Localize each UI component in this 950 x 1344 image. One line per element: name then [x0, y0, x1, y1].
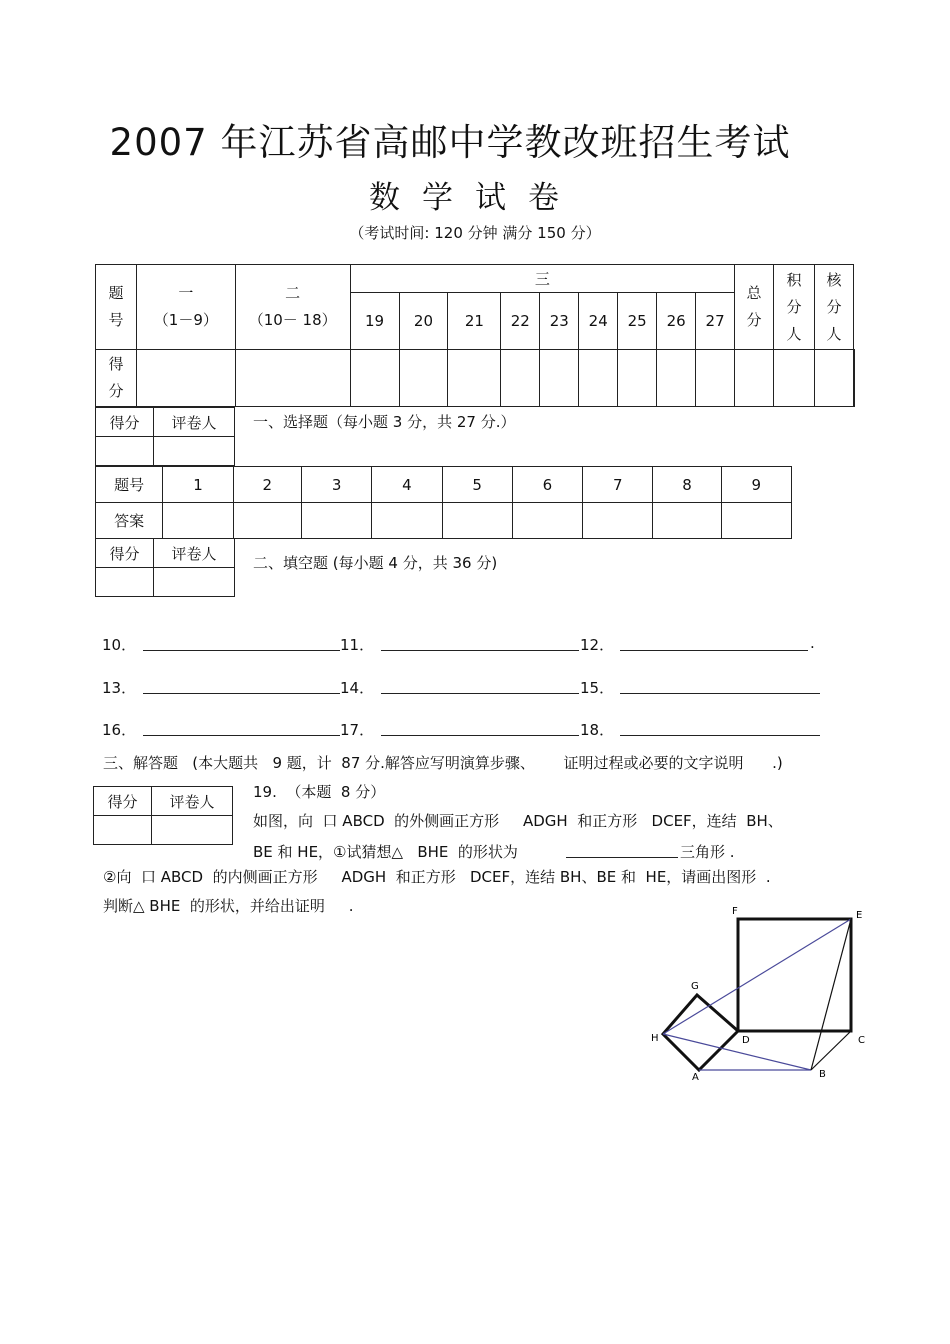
- q-number: 23: [540, 293, 579, 350]
- score-cell[interactable]: [540, 350, 579, 407]
- q-number: 22: [501, 293, 540, 350]
- grader-name-label: 评卷人: [152, 787, 233, 816]
- fill-blank[interactable]: [381, 721, 579, 736]
- blank-label: 14．: [340, 679, 375, 697]
- segment-be: [811, 919, 851, 1070]
- choice-answer-cell[interactable]: [233, 503, 301, 539]
- col-label: 题 号: [96, 265, 137, 350]
- choice-answer-cell[interactable]: [583, 503, 653, 539]
- grader-name-cell[interactable]: [154, 568, 235, 597]
- part2-header: 二 （10－ 18）: [235, 265, 350, 350]
- section2-heading: 二、填空题 (每小题 4 分，共 36 分): [253, 554, 498, 572]
- grader-name-label: 评卷人: [154, 408, 235, 437]
- score-cell[interactable]: [501, 350, 540, 407]
- score-cell[interactable]: [136, 350, 235, 407]
- point-label-d: D: [742, 1035, 750, 1046]
- score-table: [95, 264, 855, 407]
- grader-box-3: [93, 786, 233, 845]
- blank-label: 10．: [102, 636, 137, 654]
- q-number: 19: [350, 293, 399, 350]
- q-number: 26: [657, 293, 696, 350]
- fill-blank[interactable]: [143, 679, 340, 694]
- choice-answer-cell[interactable]: [301, 503, 371, 539]
- blank-label: 13．: [102, 679, 137, 697]
- choice-answer-cell[interactable]: [653, 503, 721, 539]
- point-label-g: G: [691, 981, 699, 992]
- grader-score-cell[interactable]: [96, 568, 154, 597]
- fill-blank[interactable]: [620, 636, 808, 651]
- total-header: 总 分: [735, 265, 774, 350]
- score-cell[interactable]: [735, 350, 774, 407]
- choice-answer-cell[interactable]: [442, 503, 512, 539]
- exam-subtitle: 数学试卷: [369, 180, 581, 216]
- point-label-f: F: [732, 906, 738, 917]
- blank-label: 12．: [580, 636, 615, 654]
- checker-header: 核 分 人: [814, 265, 853, 350]
- score-cell[interactable]: [814, 350, 853, 407]
- grader-score-label: 得分: [96, 408, 154, 437]
- q19-line3: ②向 口 ABCD 的内侧画正方形 ADGH 和正方形 DCEF，连结 BH、BE 和 HE，请画出图形 .: [103, 868, 771, 886]
- grader-score-label: 得分: [96, 539, 154, 568]
- point-label-c: C: [858, 1035, 865, 1046]
- q19-blank[interactable]: [566, 843, 678, 858]
- blank-label: 15．: [580, 679, 615, 697]
- square-dcef: [738, 919, 851, 1031]
- grader-box-1: [95, 407, 235, 466]
- q19-line1: 如图，向 口 ABCD 的外侧画正方形 ADGH 和正方形 DCEF，连结 BH、: [253, 812, 783, 830]
- score-cell[interactable]: [448, 350, 501, 407]
- score-cell[interactable]: [696, 350, 735, 407]
- point-label-b: B: [819, 1069, 826, 1080]
- choice-answer-cell[interactable]: [372, 503, 442, 539]
- choice-number: 7: [583, 467, 653, 503]
- q-number: 21: [448, 293, 501, 350]
- grader-score-cell[interactable]: [94, 816, 152, 845]
- point-label-a: A: [692, 1072, 699, 1083]
- choice-number: 9: [721, 467, 791, 503]
- choice-answer-cell[interactable]: [512, 503, 582, 539]
- answer-table-a-label: 答案: [96, 503, 163, 539]
- choice-answer-table: [95, 466, 792, 539]
- choice-number: 3: [301, 467, 371, 503]
- end-mark: .: [810, 634, 815, 652]
- grader-name-cell[interactable]: [152, 816, 233, 845]
- grader-score-cell[interactable]: [96, 437, 154, 466]
- fill-blank[interactable]: [381, 636, 579, 651]
- part1-header: 一 （1－9）: [136, 265, 235, 350]
- fill-blank[interactable]: [143, 721, 340, 736]
- row-label: 得 分: [96, 350, 137, 407]
- score-cell[interactable]: [579, 350, 618, 407]
- fill-blank[interactable]: [620, 721, 820, 736]
- choice-number: 8: [653, 467, 721, 503]
- section1-heading: 一、选择题（每小题 3 分，共 27 分.）: [253, 413, 516, 431]
- q-number: 25: [618, 293, 657, 350]
- point-label-e: E: [856, 910, 863, 921]
- score-cell[interactable]: [657, 350, 696, 407]
- q19-line4: 判断△ BHE 的形状，并给出证明 .: [103, 897, 354, 915]
- blank-label: 16．: [102, 721, 137, 739]
- grader-box-2: [95, 538, 235, 597]
- score-cell[interactable]: [399, 350, 448, 407]
- blank-label: 18．: [580, 721, 615, 739]
- segment-he: [663, 919, 851, 1034]
- score-cell[interactable]: [774, 350, 815, 407]
- grader-name-label: 评卷人: [154, 539, 235, 568]
- segment-bc: [811, 1031, 851, 1070]
- fill-blank[interactable]: [381, 679, 579, 694]
- q-number: 20: [399, 293, 448, 350]
- exam-title: 2007 年江苏省高邮中学教改班招生考试: [109, 121, 791, 164]
- square-adgh: [663, 995, 738, 1070]
- q19-line2: BE 和 HE，①试猜想△ BHE 的形状为: [253, 843, 518, 861]
- choice-number: 2: [233, 467, 301, 503]
- geometry-figure: [640, 900, 880, 1090]
- choice-number: 5: [442, 467, 512, 503]
- point-label-h: H: [651, 1033, 659, 1044]
- segment-hb: [663, 1034, 811, 1070]
- choice-answer-cell[interactable]: [163, 503, 233, 539]
- section3-heading: 三、解答题 (本大题共 9 题，计 87 分.解答应写明演算步骤、 证明过程或必要的文字说明 .): [103, 754, 783, 772]
- choice-number: 4: [372, 467, 442, 503]
- score-cell[interactable]: [618, 350, 657, 407]
- fill-blank[interactable]: [620, 679, 820, 694]
- score-cell[interactable]: [854, 350, 855, 407]
- scorer-header: 积 分 人: [774, 265, 815, 350]
- q-number: 24: [579, 293, 618, 350]
- blank-label: 11．: [340, 636, 375, 654]
- grader-score-label: 得分: [94, 787, 152, 816]
- exam-time-info: （考试时间: 120 分钟 满分 150 分）: [349, 224, 601, 242]
- score-cell[interactable]: [350, 350, 399, 407]
- choice-answer-cell[interactable]: [721, 503, 791, 539]
- blank-label: 17．: [340, 721, 375, 739]
- grader-name-cell[interactable]: [154, 437, 235, 466]
- q19-line2-tail: 三角形 .: [680, 843, 735, 861]
- part3-header: 三: [350, 265, 734, 293]
- score-cell[interactable]: [235, 350, 350, 407]
- answer-table-q-label: 题号: [96, 467, 163, 503]
- choice-number: 1: [163, 467, 233, 503]
- q19-title: 19. （本题 8 分）: [253, 783, 386, 801]
- choice-number: 6: [512, 467, 582, 503]
- fill-blank[interactable]: [143, 636, 340, 651]
- q-number: 27: [696, 293, 735, 350]
